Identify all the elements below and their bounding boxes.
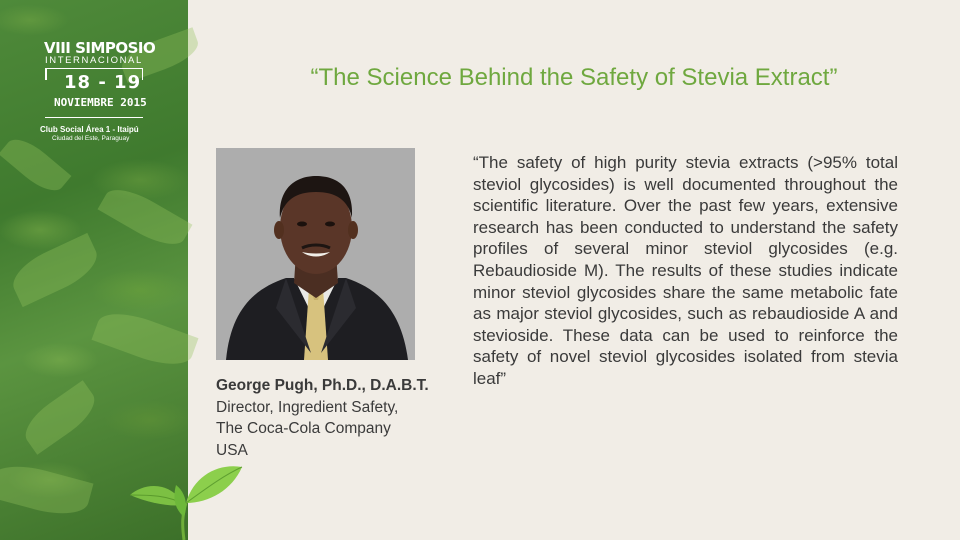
event-logo bbox=[40, 38, 160, 148]
speaker-role: Director, Ingredient Safety, bbox=[216, 398, 399, 416]
logo-month: NOVIEMBRE 2015 bbox=[54, 96, 147, 109]
logo-city: Ciudad del Este, Paraguay bbox=[52, 135, 130, 142]
logo-venue: Club Social Área 1 - Itaipú bbox=[40, 125, 139, 134]
speaker-photo bbox=[216, 148, 415, 360]
sprout-icon bbox=[124, 455, 244, 540]
slide-title: “The Science Behind the Safety of Stevia Extract” bbox=[310, 64, 838, 91]
speaker-country: USA bbox=[216, 441, 248, 459]
speaker-company: The Coca-Cola Company bbox=[216, 420, 391, 437]
speaker-caption bbox=[216, 375, 429, 461]
speaker-quote: “The safety of high purity stevia extracts (>95% total steviol glycosides) is well documented throughout the scientific literature. Over the past few years, extensive research has been conducted to understand the safety profiles of several minor steviol glycosides (e.g. Rebaudioside M). The results of these studies indicate minor steviol glycosides share the same metabolic fate as major steviol glycosides, such as rebaudioside A and stevioside. These data can be used to reinforce the safety of novel steviol glycosides isolated from stevia leaf” bbox=[473, 153, 898, 388]
speaker-name: George Pugh, Ph.D., D.A.B.T. bbox=[216, 377, 429, 394]
logo-subtitle: INTERNACIONAL bbox=[45, 55, 143, 66]
logo-dates: 18 - 19 bbox=[64, 72, 142, 93]
logo-title: VIII SIMPOSIO bbox=[44, 39, 156, 57]
